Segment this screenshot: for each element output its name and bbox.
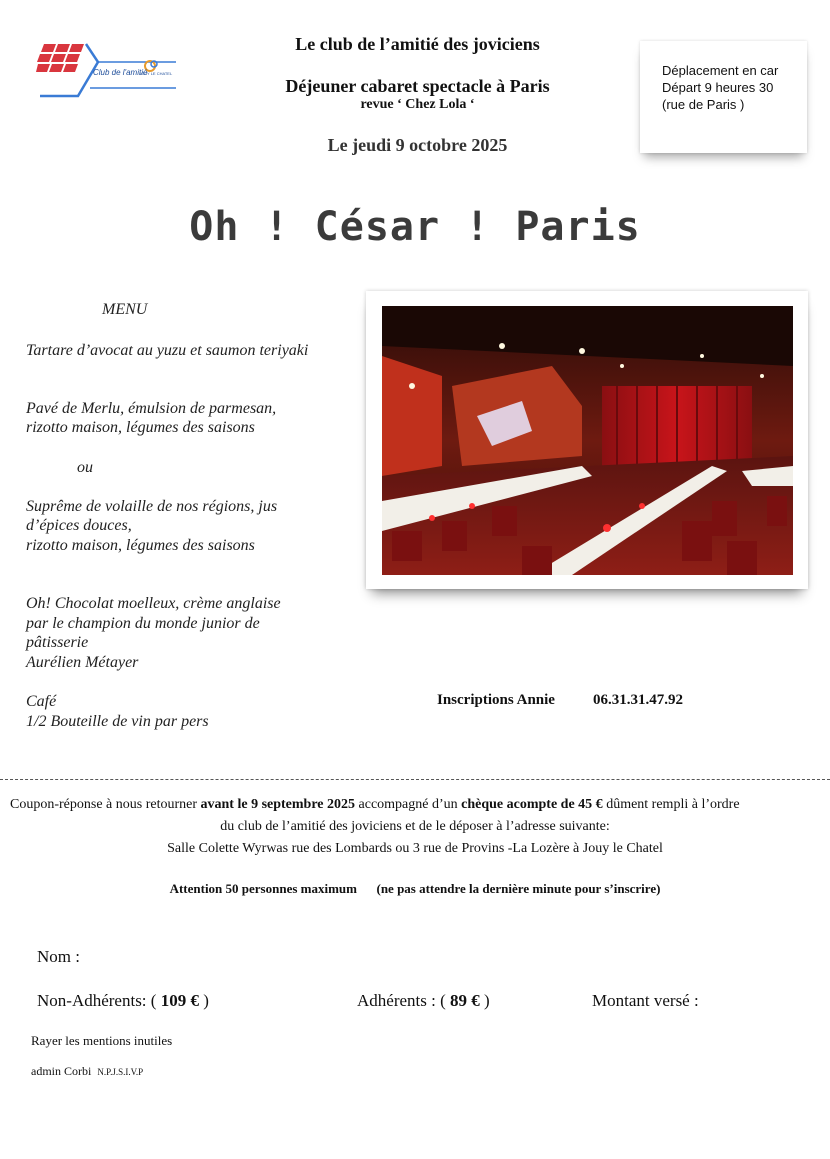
revue-name: revue ‘ Chez Lola ‘ [360, 97, 475, 112]
menu-item: Suprême de volaille de nos régions, jus [26, 498, 278, 515]
travel-line: (rue de Paris ) [662, 97, 745, 112]
attention-note: Attention 50 personnes maximum (ne pas attendre la dernière minute pour s’inscrire) [169, 881, 661, 896]
travel-line: Départ 9 heures 30 [662, 80, 774, 95]
menu-item: Café [26, 693, 57, 710]
menu-item: Oh! Chocolat moelleux, crème anglaise [26, 595, 281, 612]
menu-item: Pavé de Merlu, émulsion de parmesan, [26, 400, 277, 417]
adherents-price[interactable]: Adhérents : ( 89 € ) [357, 991, 490, 1010]
montant-field[interactable]: Montant versé : [592, 991, 699, 1010]
menu-or: ou [77, 459, 93, 476]
menu-item: rizotto maison, légumes des saisons [26, 419, 255, 436]
menu-item: par le champion du monde junior de [26, 615, 260, 632]
logo-text: Club de l'amitié [93, 68, 148, 77]
inscriptions-phone: 06.31.31.47.92 [593, 692, 683, 708]
club-logo [36, 40, 181, 102]
cabaret-photo [382, 306, 793, 575]
inscriptions-label: Inscriptions Annie [437, 692, 555, 708]
menu-item: 1/2 Bouteille de vin par pers [26, 713, 209, 730]
menu-item: d’épices douces, [26, 517, 132, 534]
coupon-address: Salle Colette Wyrwas rue des Lombards ou 3 rue de Provins -La Lozère à Jouy le Chatel [167, 841, 663, 856]
cut-line [0, 779, 830, 780]
travel-line: Déplacement en car [662, 63, 779, 78]
event-date: Le jeudi 9 octobre 2025 [327, 135, 508, 155]
coupon-line: Coupon-réponse à nous retourner avant le 9 septembre 2025 accompagné d’un chèque acompte de 45 € dûment rempli à l’ordre [10, 797, 740, 812]
logo-subtext: JOUY LE CHATEL [139, 71, 173, 76]
menu-heading: MENU [102, 301, 148, 318]
club-name: Le club de l’amitié des joviciens [295, 34, 540, 54]
admin-note: admin Corbi N.P.J.S.I.V.P [31, 1064, 144, 1078]
menu-item: pâtisserie [26, 634, 89, 651]
event-title: Déjeuner cabaret spectacle à Paris [285, 76, 550, 96]
non-adherents-price[interactable]: Non-Adhérents: ( 109 € ) [37, 991, 209, 1010]
nom-field[interactable]: Nom : [37, 947, 80, 966]
menu-item: Aurélien Métayer [26, 654, 139, 671]
travel-note [640, 41, 807, 153]
coupon-line: du club de l’amitié des joviciens et de le déposer à l’adresse suivante: [220, 819, 610, 834]
menu-item: Tartare d’avocat au yuzu et saumon teriyaki [26, 342, 309, 359]
rayer-note: Rayer les mentions inutiles [31, 1033, 173, 1048]
show-title: Oh ! César ! Paris [189, 204, 641, 250]
menu-item: rizotto maison, légumes des saisons [26, 537, 255, 554]
